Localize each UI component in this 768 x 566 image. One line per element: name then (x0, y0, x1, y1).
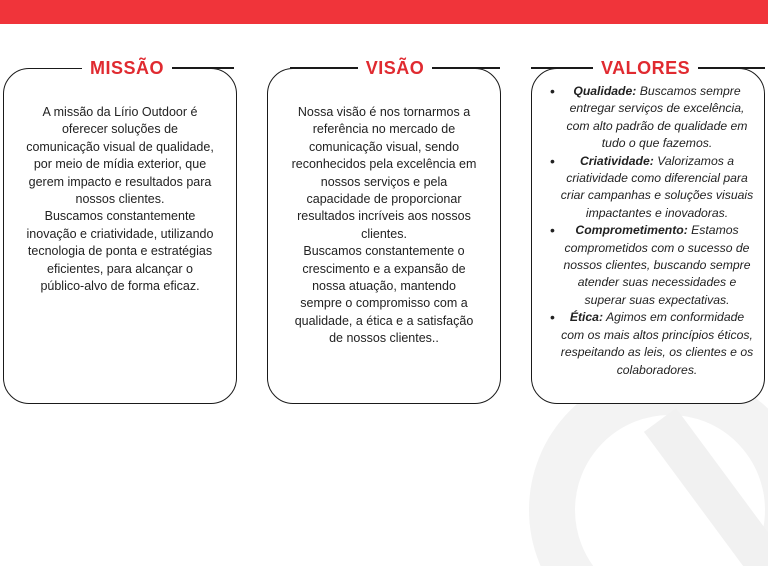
value-name: Qualidade: (573, 84, 637, 98)
bullet-icon: • (550, 309, 555, 326)
title-rule (531, 67, 593, 69)
visao-paragraph-1: Nossa visão é nos tornarmos a referência no mercado de comunicação visual, sendo reconhecidos pela excelência em nossos serviços e pela capacidade de proporcionar resultados incríveis aos nossos clientes. (291, 105, 477, 241)
list-item (546, 309, 754, 379)
value-name: Criatividade: (580, 153, 654, 168)
visao-title-label: VISÃO (358, 58, 433, 79)
value-name: Ética: (569, 310, 604, 325)
title-rule (698, 67, 765, 69)
bullet-icon: • (550, 152, 555, 169)
visao-body (290, 104, 478, 348)
missao-body (26, 104, 214, 295)
value-name: Comprometimento: (575, 223, 688, 238)
value-text: Estamos comprometidos com o sucesso de nossos clientes, buscando sempre atender suas necessidades e superar suas expectativas. (563, 223, 751, 307)
missao-title-label: MISSÃO (82, 58, 172, 79)
title-rule (172, 67, 234, 69)
title-rule (290, 67, 358, 69)
visao-title (290, 57, 500, 79)
valores-title (531, 57, 765, 79)
visao-paragraph-2: Buscamos constantemente o crescimento e a expansão de nossa atuação, mantendo sempre o compromisso com a qualidade, a ética e a satisfação de nossos clientes.. (294, 244, 474, 346)
title-rule (432, 67, 500, 69)
bullet-icon: • (550, 222, 555, 239)
valores-list (546, 83, 754, 379)
list-item (546, 222, 754, 309)
bullet-icon: • (550, 83, 555, 99)
value-text: Buscamos sempre entregar serviços de excelência, com alto padrão de qualidade em tudo o que fazemos. (566, 84, 748, 151)
missao-title (82, 57, 234, 79)
top-accent-bar (0, 0, 768, 24)
value-text: Valorizamos a criatividade como diferencial para criar campanhas e soluções visuais impactantes e inovadoras. (560, 153, 754, 220)
list-item (546, 83, 754, 153)
missao-paragraph-2: Buscamos constantemente inovação e criatividade, utilizando tecnologia de ponta e estratégias eficientes, para alcançar o público-alvo de forma eficaz. (26, 209, 214, 294)
missao-paragraph-1: A missão da Lírio Outdoor é oferecer soluções de comunicação visual de qualidade, por meio de mídia exterior, que gerem impacto e resultados para nossos clientes. (26, 105, 214, 207)
valores-title-label: VALORES (593, 58, 698, 79)
list-item (546, 153, 754, 223)
value-text: Agimos em conformidade com os mais altos princípios éticos, respeitando as leis, os clientes e os colaboradores. (560, 310, 754, 377)
